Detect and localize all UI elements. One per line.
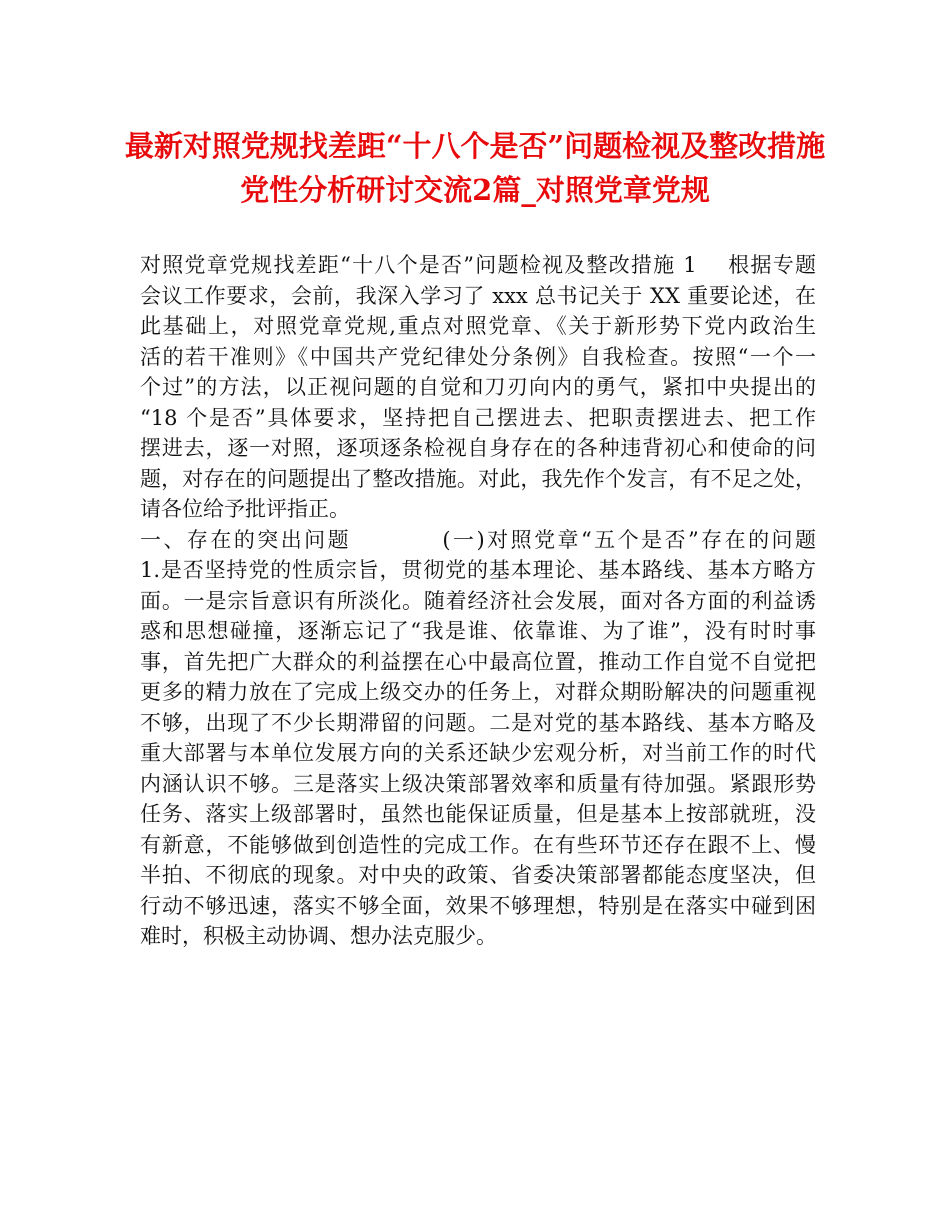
body-line: 内涵认识不够。三是落实上级决策部署效率和质量有待加强。紧跟形势 — [140, 771, 816, 796]
section-heading-line: 一、存在的突出问题 (一)对照党章“五个是否”存在的问题 — [140, 527, 816, 552]
body-line: 半拍、不彻底的现象。对中央的政策、省委决策部署都能态度坚决，但 — [140, 863, 816, 887]
body-line: 重大部署与本单位发展方向的关系还缺少宏观分析，对当前工作的时代 — [140, 741, 816, 765]
document-title: 最新对照党规找差距“十八个是否”问题检视及整改措施党性分析研讨交流2篇_对照党章党规 — [124, 129, 826, 207]
body-line: 有新意，不能够做到创造性的完成工作。在有些环节还存在跟不上、慢 — [140, 832, 816, 857]
body-line: 请各位给予批评指正。 — [140, 497, 350, 521]
body-line: 更多的精力放在了完成上级交办的任务上，对群众期盼解决的问题重视 — [140, 680, 816, 704]
body-line: 摆进去，逐一对照，逐项逐条检视自身存在的各种违背初心和使命的问 — [140, 436, 816, 460]
body-line: 事，首先把广大群众的利益摆在心中最高位置，推动工作自觉不自觉把 — [140, 649, 816, 674]
document-body — [140, 250, 816, 952]
body-line: 行动不够迅速，落实不够全面，效果不够理想，特别是在落实中碰到困 — [140, 893, 816, 918]
body-line: 会议工作要求，会前，我深入学习了 xxx 总书记关于 XX 重要论述，在 — [140, 283, 816, 308]
body-line: 惑和思想碰撞，逐渐忘记了“我是谁、依靠谁、为了谁”，没有时时事 — [140, 619, 816, 643]
body-line: 个过”的方法，以正视问题的自觉和刀刃向内的勇气，紧扣中央提出的 — [140, 375, 816, 399]
body-line: 此基础上，对照党章党规,重点对照党章、《关于新形势下党内政治生 — [140, 314, 816, 338]
body-line: “18 个是否”具体要求，坚持把自己摆进去、把职责摆进去、把工作 — [140, 405, 816, 430]
body-line: 面。一是宗旨意识有所淡化。随着经济社会发展，面对各方面的利益诱 — [140, 588, 816, 613]
body-line: 题，对存在的问题提出了整改措施。对此，我先作个发言，有不足之处， — [140, 466, 816, 491]
body-line: 难时，积极主动协调、想办法克服少。 — [140, 924, 497, 948]
body-line: 任务、落实上级部署时，虽然也能保证质量，但是基本上按部就班，没 — [140, 802, 816, 826]
body-line: 不够，出现了不少长期滞留的问题。二是对党的基本路线、基本方略及 — [140, 710, 816, 735]
body-line: 1.是否坚持党的性质宗旨，贯彻党的基本理论、基本路线、基本方略方 — [140, 558, 816, 582]
body-line: 对照党章党规找差距“十八个是否”问题检视及整改措施 1 根据专题 — [140, 253, 816, 277]
body-line: 活的若干准则》《中国共产党纪律处分条例》自我检查。按照“一个一 — [140, 344, 816, 369]
